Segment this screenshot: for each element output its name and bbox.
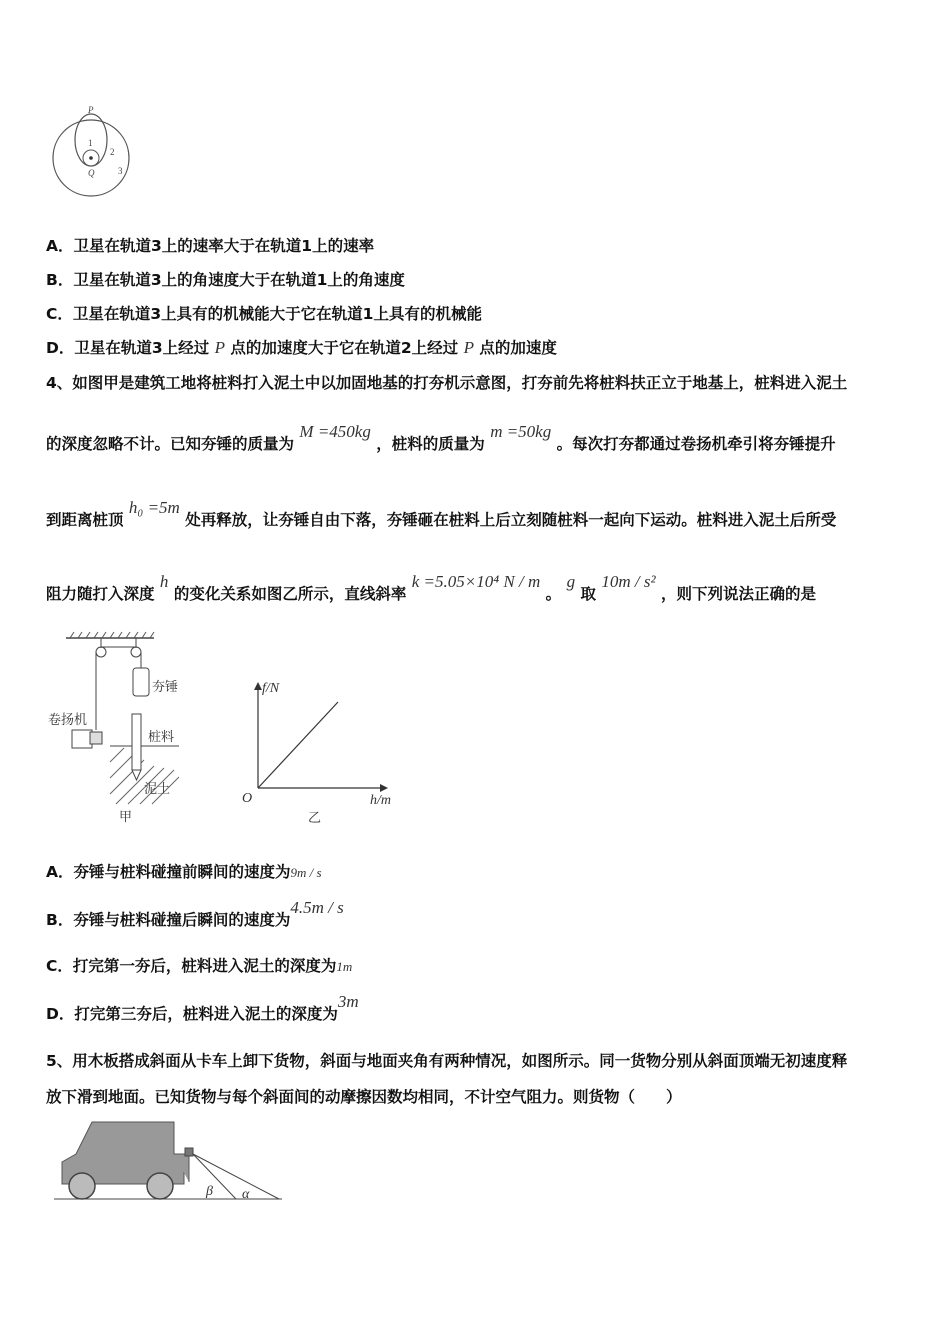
ceiling-hatch: [70, 632, 154, 638]
option-value: 9m / s: [290, 865, 322, 880]
figure-caption-yi: 乙: [308, 811, 322, 826]
y-axis-arrow: [254, 682, 262, 690]
text: 阻力随打入深度: [46, 585, 155, 603]
soil-label: 泥土: [144, 782, 171, 797]
text: 。每次打夯都通过卷扬机牵引将夯锤提升: [556, 435, 836, 453]
option-letter: D．: [46, 1005, 75, 1023]
option-letter: A．: [46, 237, 74, 255]
label-q: Q: [88, 168, 95, 178]
text: 到距离桩顶: [46, 511, 124, 529]
q3-option-b[interactable]: [46, 270, 405, 290]
q5-stem-line1: 5、用木板搭成斜面从卡车上卸下货物，斜面与地面夹角有两种情况，如图所示。同一货物分别从斜面顶端无初速度释: [46, 1052, 848, 1070]
label-2: 2: [110, 147, 115, 157]
f-h-line: [258, 702, 338, 788]
option-text: 打完第三夯后，桩料进入泥土的深度为: [74, 1005, 338, 1023]
text: 取: [580, 585, 596, 603]
text: ，桩料的质量为: [376, 435, 485, 453]
option-text: 卫星在轨道3上的速率大于在轨道1上的速率: [73, 237, 375, 255]
q3-option-a[interactable]: [46, 236, 374, 256]
angle-beta: β: [206, 1184, 213, 1199]
x-axis-arrow: [380, 784, 388, 792]
q4-stem-line1: 4、如图甲是建筑工地将桩料打入泥土中以加固地基的打夯机示意图，打夯前先将桩料扶正立于地基上，桩料进入泥土: [46, 374, 848, 392]
truck-ramp-figure: [54, 1118, 294, 1208]
depth-var: h: [159, 572, 169, 591]
release-height: h₀ =5m: [128, 498, 180, 517]
point-p: P: [214, 338, 225, 357]
pile-tip: [132, 770, 141, 780]
q4-option-c[interactable]: [46, 956, 352, 977]
x-axis-label: h/m: [370, 793, 391, 808]
winch-drum: [90, 732, 102, 744]
q4-stem-line2: [46, 422, 836, 454]
pulley-left: [96, 647, 106, 657]
option-value: 4.5m / s: [290, 898, 344, 917]
q4-option-a[interactable]: [46, 862, 322, 883]
label-1: 1: [88, 138, 93, 148]
earth-dot: [89, 156, 93, 160]
hammer-label: 夯锤: [152, 680, 179, 695]
option-letter: A．: [46, 863, 74, 881]
option-text: 夯锤与桩料碰撞后瞬间的速度为: [73, 911, 291, 929]
text: 的深度忽略不计。已知夯锤的质量为: [46, 435, 295, 453]
winch-body: [72, 730, 92, 748]
option-value: 3m: [337, 992, 359, 1011]
figure-caption-jia: 甲: [119, 810, 133, 825]
option-text: 打完第一夯后，桩料进入泥土的深度为: [72, 957, 337, 975]
option-letter: C．: [46, 957, 73, 975]
orbit-figure: [48, 100, 138, 200]
option-letter: D．: [46, 339, 75, 357]
text: 的变化关系如图乙所示，直线斜率: [173, 585, 407, 603]
mass-pile: m =50kg: [490, 422, 552, 441]
q4-stem-line4: [46, 572, 817, 604]
q3-option-c[interactable]: [46, 304, 482, 324]
force-depth-graph: [230, 676, 405, 826]
pile-label: 桩料: [148, 730, 175, 745]
option-text: 点的加速度: [479, 339, 557, 357]
text: ，则下列说法正确的是: [661, 585, 817, 603]
option-text: 点的加速度大于它在轨道2上经过: [230, 339, 459, 357]
option-text: 卫星在轨道3上经过: [74, 339, 210, 357]
y-axis-label: f/N: [262, 681, 280, 696]
slope-value: k =5.05×10⁴ N / m: [411, 572, 541, 591]
g-var: g: [566, 572, 576, 591]
truck-wheel-front: [147, 1173, 173, 1199]
pile-driver-figure: [44, 628, 194, 828]
winch-label: 卷扬机: [48, 713, 88, 728]
q5-stem-line2: 放下滑到地面。已知货物与每个斜面间的动摩擦因数均相同，不计空气阻力。则货物（ ）: [46, 1088, 682, 1106]
pulley-right: [131, 647, 141, 657]
option-letter: B．: [46, 911, 74, 929]
g-value: 10m / s²: [601, 572, 656, 591]
q3-option-d[interactable]: [46, 338, 557, 358]
steep-ramp: [193, 1154, 236, 1199]
truck-wheel-rear: [69, 1173, 95, 1199]
q4-option-b[interactable]: [46, 898, 344, 930]
option-letter: B．: [46, 271, 74, 289]
option-text: 卫星在轨道3上的角速度大于在轨道1上的角速度: [73, 271, 405, 289]
q4-option-d[interactable]: [46, 992, 359, 1024]
text: 。: [545, 585, 562, 603]
label-3: 3: [118, 166, 123, 176]
option-value: 1m: [336, 959, 353, 974]
mass-hammer: M =450kg: [299, 422, 371, 441]
angle-alpha: α: [242, 1187, 250, 1202]
hammer: [133, 668, 149, 696]
label-p: P: [88, 105, 94, 115]
cargo-box: [185, 1148, 193, 1156]
pile: [132, 714, 141, 770]
option-text: 卫星在轨道3上具有的机械能大于它在轨道1上具有的机械能: [72, 305, 482, 323]
option-letter: C．: [46, 305, 73, 323]
origin-label: O: [242, 791, 253, 806]
q4-stem-line3: [46, 498, 837, 530]
point-p: P: [463, 338, 474, 357]
option-text: 夯锤与桩料碰撞前瞬间的速度为: [73, 863, 291, 881]
text: 处再释放，让夯锤自由下落，夯锤砸在桩料上后立刻随桩料一起向下运动。桩料进入泥土后所受: [185, 511, 837, 529]
